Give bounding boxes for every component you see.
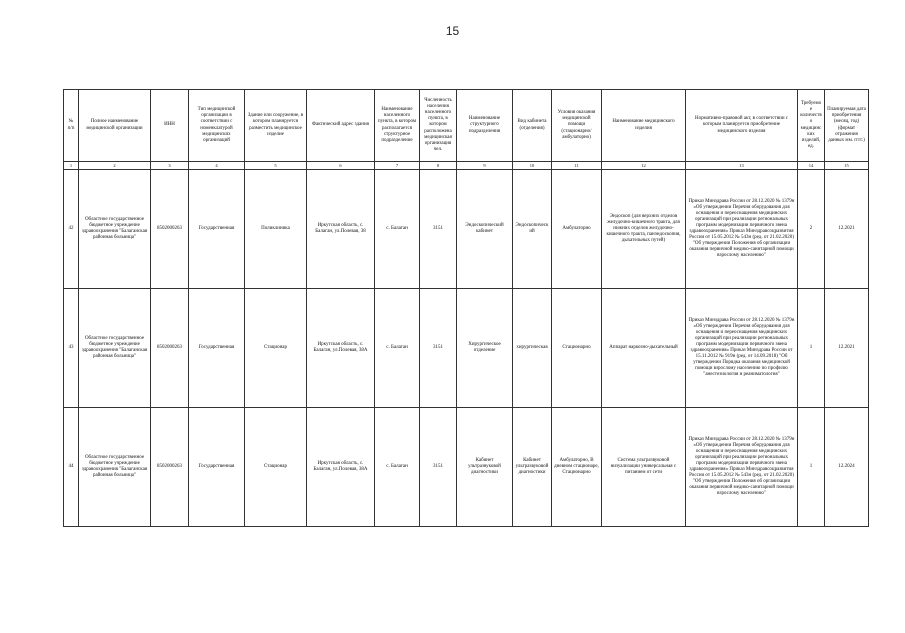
- column-number: 8: [420, 162, 457, 170]
- planned-date: 12.2021: [825, 170, 869, 289]
- inn: 8502000263: [151, 170, 189, 289]
- column-number: 2: [79, 162, 151, 170]
- legal-act: Приказ Минздрава России от 28.12.2020 № 1379н «Об утверждении Перечня оборудования для оснащения и переоснащения медицинских организаций при реализации региональных программ модернизации первичного звена здравоохранения» Приказ Минздрава России от 15.11.2012 № 919н (ред. от 14.09.2018) "Об утверждении Порядка оказания медицинской помощи взрослому населению по профилю "анестезиология и реаниматология": [686, 289, 798, 408]
- population: 3151: [420, 408, 457, 527]
- organization-type: Государственная: [189, 408, 245, 527]
- settlement: с. Балаган: [375, 289, 420, 408]
- column-number: 11: [552, 162, 602, 170]
- device-name: Аппарат наркозно-дыхательный: [602, 289, 686, 408]
- column-number: 3: [151, 162, 189, 170]
- quantity: 1: [798, 289, 825, 408]
- table-row: [64, 408, 869, 527]
- inn: 8502000263: [151, 289, 189, 408]
- header-cell: Полное наименование медицинской организации: [79, 90, 151, 162]
- planned-date: 12.2021: [825, 289, 869, 408]
- header-cell: Вид кабинета (отделения): [513, 90, 552, 162]
- building: Поликлиника: [245, 170, 307, 289]
- population: 3151: [420, 170, 457, 289]
- organization-type: Государственная: [189, 289, 245, 408]
- row-number: 44: [64, 408, 79, 527]
- inn: 8502000263: [151, 408, 189, 527]
- header-cell: ИНН: [151, 90, 189, 162]
- address: Иркутская область, с. Балаган, ул.Полевая, 38А: [307, 289, 375, 408]
- building: Стационар: [245, 289, 307, 408]
- header-cell: Требуемое количество медицинских изделий, ед.: [798, 90, 825, 162]
- care-conditions: Стационарно: [552, 289, 602, 408]
- column-number: 15: [825, 162, 869, 170]
- department: Эндоскопический кабинет: [457, 170, 513, 289]
- population: 3151: [420, 289, 457, 408]
- table-row: [64, 289, 869, 408]
- header-cell: Условия оказания медицинской помощи (стационарно/амбулаторно): [552, 90, 602, 162]
- care-conditions: Амбулаторно, В дневном стационаре, Стационарно: [552, 408, 602, 527]
- building: Стационар: [245, 408, 307, 527]
- column-number-row: [64, 162, 869, 170]
- row-number: 42: [64, 170, 79, 289]
- header-cell: № п/п: [64, 90, 79, 162]
- column-number: 9: [457, 162, 513, 170]
- settlement: с. Балаган: [375, 408, 420, 527]
- page-number: 15: [445, 24, 460, 38]
- room-type: хирургическая: [513, 289, 552, 408]
- room-type: Кабинет ультразвуковой диагностики: [513, 408, 552, 527]
- column-number: 10: [513, 162, 552, 170]
- header-cell: Фактический адрес здания: [307, 90, 375, 162]
- column-number: 7: [375, 162, 420, 170]
- column-number: 13: [686, 162, 798, 170]
- header-row: [64, 90, 869, 162]
- table-row: [64, 170, 869, 289]
- organization-name: Областное государственное бюджетное учреждение здравоохранения "Балаганская районная больница": [79, 289, 151, 408]
- header-cell: Нормативно-правовой акт, в соответствии с которым планируется приобретение медицинского изделия: [686, 90, 798, 162]
- address: Иркутская область, с. Балаган, ул.Полевая, 38: [307, 170, 375, 289]
- column-number: 4: [189, 162, 245, 170]
- header-cell: Планируемая дата приобретения (месяц, год) (формат отражения данных мм. гггг.): [825, 90, 869, 162]
- header-cell: Здание или сооружение, в котором планируется разместить медицинское изделие: [245, 90, 307, 162]
- planned-date: 12.2024: [825, 408, 869, 527]
- header-cell: Тип медицинской организации в соответствии с номенклатурой медицинских организаций: [189, 90, 245, 162]
- header-cell: Численность населения населенного пункта, в котором расположена медицинская организация чел.: [420, 90, 457, 162]
- header-cell: Наименование населенного пункта, в котором располагается структурное подразделение: [375, 90, 420, 162]
- column-number: 1: [64, 162, 79, 170]
- device-name: Система ультразвуковой визуализации универсальная с питанием от сети: [602, 408, 686, 527]
- header-cell: Наименование структурного подразделения: [457, 90, 513, 162]
- column-number: 5: [245, 162, 307, 170]
- quantity: 2: [798, 170, 825, 289]
- department: Кабинет ультразвуковой диагностики: [457, 408, 513, 527]
- legal-act: Приказ Минздрава России от 28.12.2020 № 1379н «Об утверждении Перечня оборудования для оснащения и переоснащения медицинских организаций при реализации региональных программ модернизации первичного звена здравоохранения» Приказ Минздравсоцразвития России от 15.05.2012 № 543н (ред. от 21.02.2020) "Об утверждении Положения об организации оказания первичной медико-санитарной помощи взрослому населению": [686, 408, 798, 527]
- settlement: с. Балаган: [375, 170, 420, 289]
- column-number: 6: [307, 162, 375, 170]
- header-cell: Наименование медицинского изделия: [602, 90, 686, 162]
- quantity: 1: [798, 408, 825, 527]
- address: Иркутская область, с. Балаган, ул.Полевая, 38А: [307, 408, 375, 527]
- legal-act: Приказ Минздрава России от 28.12.2020 № 1379н «Об утверждении Перечня оборудования для оснащения и переоснащения медицинских организаций при реализации региональных программ модернизации первичного звена здравоохранения» Приказ Минздравсоцразвития России от 15.05.2012 № 543н (ред. от 21.02.2020) "Об утверждении Положения об организации оказания первичной медико-санитарной помощи взрослому населению": [686, 170, 798, 289]
- organization-name: Областное государственное бюджетное учреждение здравоохранения "Балаганская районная больница": [79, 408, 151, 527]
- row-number: 43: [64, 289, 79, 408]
- equipment-table: [63, 89, 869, 527]
- column-number: 14: [798, 162, 825, 170]
- column-number: 12: [602, 162, 686, 170]
- department: Хирургическое отделение: [457, 289, 513, 408]
- room-type: Эндоскопический: [513, 170, 552, 289]
- device-name: Эндоскоп (для верхних отделов желудочно-кишечного тракта, для нижних отделов желудочно-кишечного тракта, панэндоскопия, дыхательных путей): [602, 170, 686, 289]
- care-conditions: Амбулаторно: [552, 170, 602, 289]
- organization-name: Областное государственное бюджетное учреждение здравоохранения "Балаганская районная больница": [79, 170, 151, 289]
- organization-type: Государственная: [189, 170, 245, 289]
